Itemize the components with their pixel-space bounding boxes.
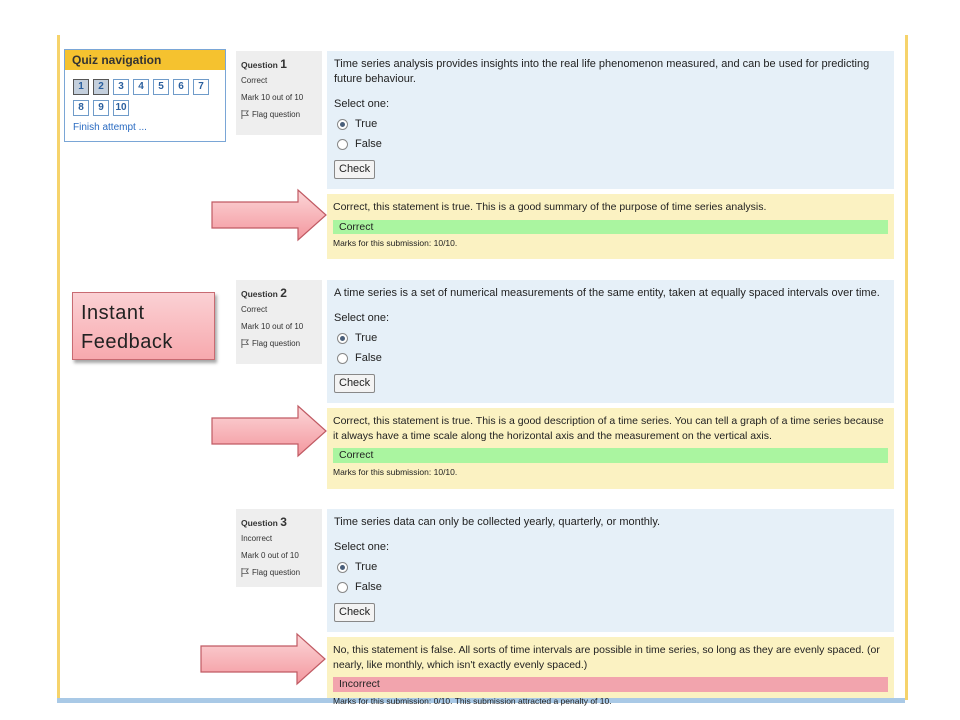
question-2-state: Correct [241,305,268,314]
question-3-feedback [327,637,894,706]
question-3-result-incorrect: Incorrect [333,677,888,692]
question-3-heading [241,515,317,529]
question-1-feedback-text: Correct, this statement is true. This is a good summary of the purpose of time series analysis. [333,201,767,213]
flag-icon [241,110,250,119]
question-2-check-button[interactable]: Check [334,374,375,393]
callout-line-1: Instant [81,302,145,324]
question-3-flag[interactable] [241,568,317,577]
question-3-option-false[interactable] [334,580,887,595]
question-1-option-false[interactable] [334,137,887,152]
question-label: Question [241,518,278,528]
radio-selected-icon[interactable] [337,119,348,130]
flag-icon [241,568,250,577]
radio-unselected-icon[interactable] [337,139,348,150]
question-2-flag[interactable] [241,339,317,348]
question-3-check-button[interactable]: Check [334,603,375,622]
question-number: 1 [280,57,287,71]
question-2-option-true[interactable] [334,331,887,346]
question-2-prompt: Select one: [334,312,390,324]
question-2-option-false[interactable] [334,351,887,366]
option-label: True [355,332,378,344]
callout-line-2: Feedback [81,331,173,353]
flag-question-label: Flag question [252,568,301,577]
question-3-marks: Marks for this submission: 0/10. This submission attracted a penalty of 10. [333,695,612,706]
nav-button-4[interactable]: 4 [133,79,149,95]
option-label: False [355,352,382,364]
question-3-mark: Mark 0 out of 10 [241,551,299,560]
question-3-content [327,509,894,632]
question-2-text: A time series is a set of numerical measurements of the same entity, taken at equally spaced intervals over time. [334,287,880,299]
question-2-result-correct: Correct [333,448,888,463]
question-2-feedback [327,408,894,489]
question-1-heading [241,57,317,71]
nav-button-9[interactable]: 9 [93,100,109,116]
question-3-feedback-text: No, this statement is false. All sorts of time intervals are possible in time series, so long as they are evenly spaced. (or nearly, like monthly, which isn't exactly evenly spaced.) [333,644,880,671]
question-2-heading [241,286,317,300]
question-1-text: Time series analysis provides insights into the real life phenomenon measured, and can be used for predicting future behaviour. [334,58,870,85]
nav-button-1[interactable]: 1 [73,79,89,95]
question-number: 3 [280,515,287,529]
arrow-right-icon [199,632,327,687]
finish-attempt-link[interactable]: Finish attempt ... [73,122,147,133]
nav-button-7[interactable]: 7 [193,79,209,95]
question-1-info [236,51,322,135]
nav-button-2[interactable]: 2 [93,79,109,95]
question-2-content [327,280,894,403]
question-3-text: Time series data can only be collected yearly, quarterly, or monthly. [334,516,661,528]
question-1-prompt: Select one: [334,98,390,110]
question-2-marks: Marks for this submission: 10/10. [333,466,458,477]
arrow-right-icon [210,188,328,243]
flag-question-label: Flag question [252,110,301,119]
question-1-mark: Mark 10 out of 10 [241,93,304,102]
question-3-prompt: Select one: [334,541,390,553]
question-2-info [236,280,322,364]
question-3-option-true[interactable] [334,560,887,575]
radio-unselected-icon[interactable] [337,582,348,593]
radio-selected-icon[interactable] [337,333,348,344]
option-label: False [355,581,382,593]
nav-button-8[interactable]: 8 [73,100,89,116]
question-1-marks: Marks for this submission: 10/10. [333,238,458,248]
question-2-feedback-text: Correct, this statement is true. This is a good description of a time series. You can tell a graph of a time series because it always have a time scale along the horizontal axis and the measurement on the vertical axis. [333,415,884,442]
nav-button-5[interactable]: 5 [153,79,169,95]
arrow-right-icon [210,404,328,459]
question-1-flag[interactable] [241,110,317,119]
option-label: True [355,561,378,573]
flag-icon [241,339,250,348]
option-label: False [355,138,382,150]
question-1-option-true[interactable] [334,117,887,132]
nav-button-6[interactable]: 6 [173,79,189,95]
radio-selected-icon[interactable] [337,562,348,573]
question-1-result-correct: Correct [333,220,888,235]
question-1-feedback [327,194,894,259]
question-1-state: Correct [241,76,268,85]
question-label: Question [241,60,278,70]
question-2-mark: Mark 10 out of 10 [241,322,304,331]
question-3-state: Incorrect [241,534,273,543]
question-1-check-button[interactable]: Check [334,160,375,179]
question-label: Question [241,289,278,299]
nav-button-10[interactable]: 10 [113,100,129,116]
quiz-navigation-block [64,49,226,142]
quiz-navigation-title: Quiz navigation [65,50,225,70]
question-1-content [327,51,894,189]
radio-unselected-icon[interactable] [337,353,348,364]
option-label: True [355,118,378,130]
question-number: 2 [280,286,287,300]
instant-feedback-callout [72,292,215,360]
nav-button-3[interactable]: 3 [113,79,129,95]
question-3-info [236,509,322,587]
flag-question-label: Flag question [252,339,301,348]
